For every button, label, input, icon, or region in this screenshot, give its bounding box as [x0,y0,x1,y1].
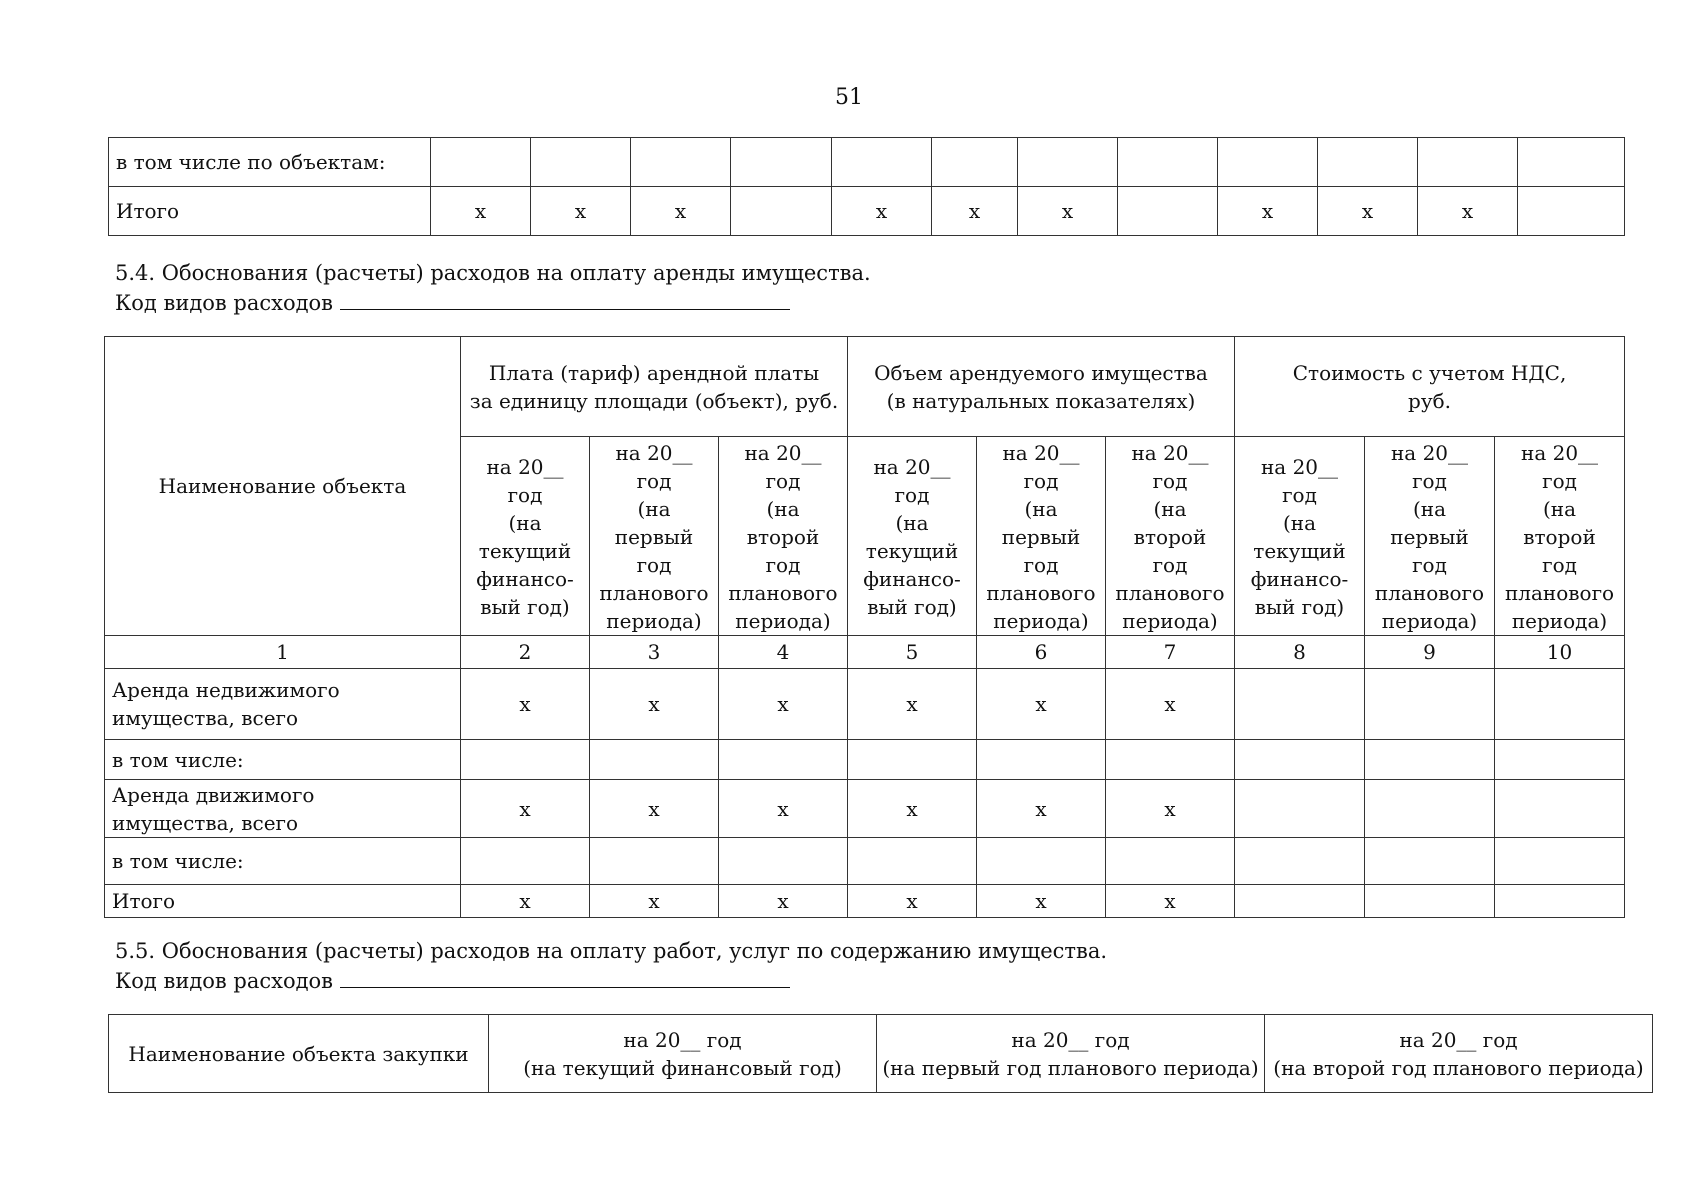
subheader-line: периода) [606,609,702,633]
table-cell: x [461,669,590,740]
subheader-line: планового [986,581,1096,605]
table-cell: x [832,187,932,236]
row-label: в том числе по объектам: [109,138,431,187]
rent-table [104,336,1625,918]
column-number: 7 [1106,636,1235,669]
subheader-line: на 20__ [1260,455,1339,479]
table-row [105,838,1625,885]
table-cell [1495,669,1625,740]
tariff-group-header [461,337,848,437]
subheader-line: (на [1542,497,1577,521]
table-cell [1365,838,1495,885]
year-subheader [1235,437,1365,636]
table-cell: x [977,780,1106,838]
purchase-second-line-2: (на второй год планового периода) [1273,1055,1644,1080]
object-name-header: Наименование объекта [105,337,461,636]
subheader-line: (на [637,497,671,521]
section-5-4-title: 5.4. Обоснования (расчеты) расходов на оплату аренды имущества. [115,261,871,285]
subheader-line: вый год) [867,595,957,619]
table-cell: x [848,780,977,838]
subheader-line: на 20__ [873,455,951,479]
section-5-4-heading [115,259,871,317]
row-label [105,838,461,885]
purchase-current-line-2: (на текущий финансовый год) [523,1055,842,1080]
code-input-line [340,287,790,310]
table-cell [1365,885,1495,918]
table-row [109,187,1625,236]
table-cell [1235,838,1365,885]
top-table [108,137,1625,236]
table-cell [1235,740,1365,780]
subheader-line: на 20__ [1390,441,1469,465]
subheader-line: периода) [993,609,1089,633]
column-number: 5 [848,636,977,669]
table-cell [719,838,848,885]
column-number: 10 [1495,636,1625,669]
table-cell [977,740,1106,780]
table-cell [1106,740,1235,780]
subheader-line: год [507,483,543,507]
table-cell [461,740,590,780]
subheader-line: год [636,469,672,493]
table-cell [731,138,832,187]
table-cell [1495,780,1625,838]
subheader-line: на 20__ [744,441,822,465]
table-cell: x [461,885,590,918]
table-cell: x [1418,187,1518,236]
column-number: 6 [977,636,1106,669]
volume-group-header [848,337,1235,437]
subheader-line: текущий [865,539,959,563]
purchase-second-year-header [1265,1015,1653,1093]
table-cell: x [531,187,631,236]
row-label [105,740,461,780]
table-cell [590,740,719,780]
subheader-line: год [1542,469,1577,493]
year-subheader [1495,437,1625,636]
subheader-line: (на [1282,511,1317,535]
table-cell [848,838,977,885]
subheader-line: год [765,469,801,493]
subheader-line: год [1152,469,1188,493]
table-cell: x [431,187,531,236]
subheader-line: финансо- [476,567,574,591]
year-subheader [590,437,719,636]
column-number: 9 [1365,636,1495,669]
purchase-second-line-1: на 20__ год [1399,1027,1518,1052]
table-cell [1218,138,1318,187]
subheader-line: планового [599,581,709,605]
subheader-line: вый год) [1254,595,1345,619]
subheader-line: финансо- [863,567,961,591]
subheader-line: год [1152,553,1188,577]
page-number: 51 [835,85,863,110]
year-subheader [1365,437,1495,636]
subheader-line: год [1542,553,1577,577]
cost-group-header [1235,337,1625,437]
subheader-line: (на [1024,497,1058,521]
table-cell: x [1318,187,1418,236]
subheader-line: второй [1523,525,1596,549]
row-label-line: имущества, всего [112,810,299,835]
purchase-first-line-1: на 20__ год [1011,1027,1130,1052]
subheader-line: текущий [1253,539,1346,563]
table-cell: x [719,780,848,838]
table-cell: x [719,885,848,918]
code-label: Код видов расходов [115,969,333,993]
table-cell [1495,885,1625,918]
subheader-line: (на [895,511,929,535]
table-cell [848,740,977,780]
subheader-line: год [894,483,930,507]
column-number: 1 [105,636,461,669]
section-5-5-title: 5.5. Обоснования (расчеты) расходов на оплату работ, услуг по содержанию имущества. [115,939,1108,963]
table-row [105,740,1625,780]
row-label: Итого [109,187,431,236]
subheader-line: год [765,553,801,577]
subheader-line: финансо- [1250,567,1349,591]
table-cell [1418,138,1518,187]
subheader-line: год [1023,469,1059,493]
table-row [105,780,1625,838]
table-cell [1518,187,1625,236]
table-cell [631,138,731,187]
table-cell: x [977,669,1106,740]
table-cell: x [590,780,719,838]
row-label-line: имущества, всего [112,706,299,730]
year-subheader [848,437,977,636]
tariff-line-2: за единицу площади (объект), руб. [469,388,839,413]
row-label-line: Аренда движимого [112,782,315,807]
column-number: 3 [590,636,719,669]
table-cell [1365,740,1495,780]
purchase-current-line-1: на 20__ год [623,1027,742,1052]
table-cell: x [1218,187,1318,236]
table-cell: x [631,187,731,236]
subheader-line: год [636,553,672,577]
table-cell [1365,669,1495,740]
table-cell [1118,187,1218,236]
row-label [105,780,461,838]
table-cell: x [1106,780,1235,838]
subheader-line: планового [1504,581,1615,605]
subheader-line: на 20__ [486,455,564,479]
subheader-line: первый [1001,525,1081,549]
table-cell [977,838,1106,885]
table-cell: x [848,885,977,918]
subheader-line: (на [508,511,542,535]
table-cell: x [590,885,719,918]
subheader-line: периода) [1381,609,1478,633]
row-label [105,669,461,740]
subheader-line: на 20__ [615,441,693,465]
subheader-line: на 20__ [1131,441,1209,465]
row-label-line: Аренда недвижимого [112,678,340,702]
row-label-line: в том числе: [112,849,244,873]
subheader-line: планового [728,581,838,605]
subheader-line: второй [746,525,820,549]
table-cell: x [848,669,977,740]
purchase-object-name-header: Наименование объекта закупки [109,1015,489,1093]
table-cell: x [977,885,1106,918]
table-cell [1235,885,1365,918]
table-cell [719,740,848,780]
volume-line-1: Объем арендуемого имущества [874,360,1208,385]
column-number: 8 [1235,636,1365,669]
table-row [109,138,1625,187]
subheader-line: планового [1374,581,1485,605]
subheader-line: текущий [478,539,572,563]
subheader-line: (на [1153,497,1187,521]
table-cell: x [461,780,590,838]
purchase-table [108,1014,1653,1093]
cost-line-2: руб. [1408,388,1451,413]
year-subheader [977,437,1106,636]
table-cell [590,838,719,885]
column-number: 4 [719,636,848,669]
cost-line-1: Стоимость с учетом НДС, [1292,360,1567,385]
table-cell [431,138,531,187]
table-cell [1235,780,1365,838]
table-cell: x [719,669,848,740]
table-cell [1018,138,1118,187]
table-cell [531,138,631,187]
subheader-line: год [1282,483,1317,507]
subheader-line: на 20__ [1002,441,1080,465]
row-label-line: в том числе: [112,747,244,772]
subheader-line: на 20__ [1520,441,1599,465]
table-cell: x [1106,885,1235,918]
subheader-line: вый год) [480,595,570,619]
table-cell: x [1106,669,1235,740]
code-input-line [340,965,790,988]
subheader-line: (на [1412,497,1447,521]
table-cell [1106,838,1235,885]
year-subheader [719,437,848,636]
row-label [105,885,461,918]
subheader-line: год [1412,469,1447,493]
subheader-line: год [1023,553,1059,577]
table-cell [1365,780,1495,838]
table-cell [461,838,590,885]
table-cell [1495,838,1625,885]
table-cell [832,138,932,187]
subheader-line: планового [1115,581,1225,605]
column-number: 2 [461,636,590,669]
section-5-5-heading [115,937,1107,995]
purchase-first-year-header [877,1015,1265,1093]
subheader-line: первый [1390,525,1469,549]
table-cell: x [1018,187,1118,236]
table-row [105,669,1625,740]
subheader-line: периода) [1122,609,1218,633]
subheader-line: периода) [1511,609,1608,633]
year-subheader [461,437,590,636]
subheader-line: год [1412,553,1447,577]
section-5-5-code-line [115,965,1107,995]
code-label: Код видов расходов [115,291,333,315]
subheader-line: второй [1133,525,1207,549]
table-cell [1118,138,1218,187]
year-subheader [1106,437,1235,636]
table-cell [1518,138,1625,187]
table-cell: x [932,187,1018,236]
subheader-line: (на [766,497,800,521]
purchase-current-year-header [489,1015,877,1093]
table-cell [731,187,832,236]
table-row [105,885,1625,918]
subheader-line: первый [614,525,694,549]
purchase-first-line-2: (на первый год планового периода) [882,1055,1259,1080]
table-cell [1235,669,1365,740]
section-5-4-code-line [115,287,871,317]
table-cell [1495,740,1625,780]
table-cell [1318,138,1418,187]
table-cell [932,138,1018,187]
table-cell: x [590,669,719,740]
tariff-line-1: Плата (тариф) арендной платы [488,360,820,385]
volume-line-2: (в натуральных показателях) [886,388,1196,413]
row-label-line: Итого [112,889,176,913]
subheader-line: периода) [735,609,831,633]
